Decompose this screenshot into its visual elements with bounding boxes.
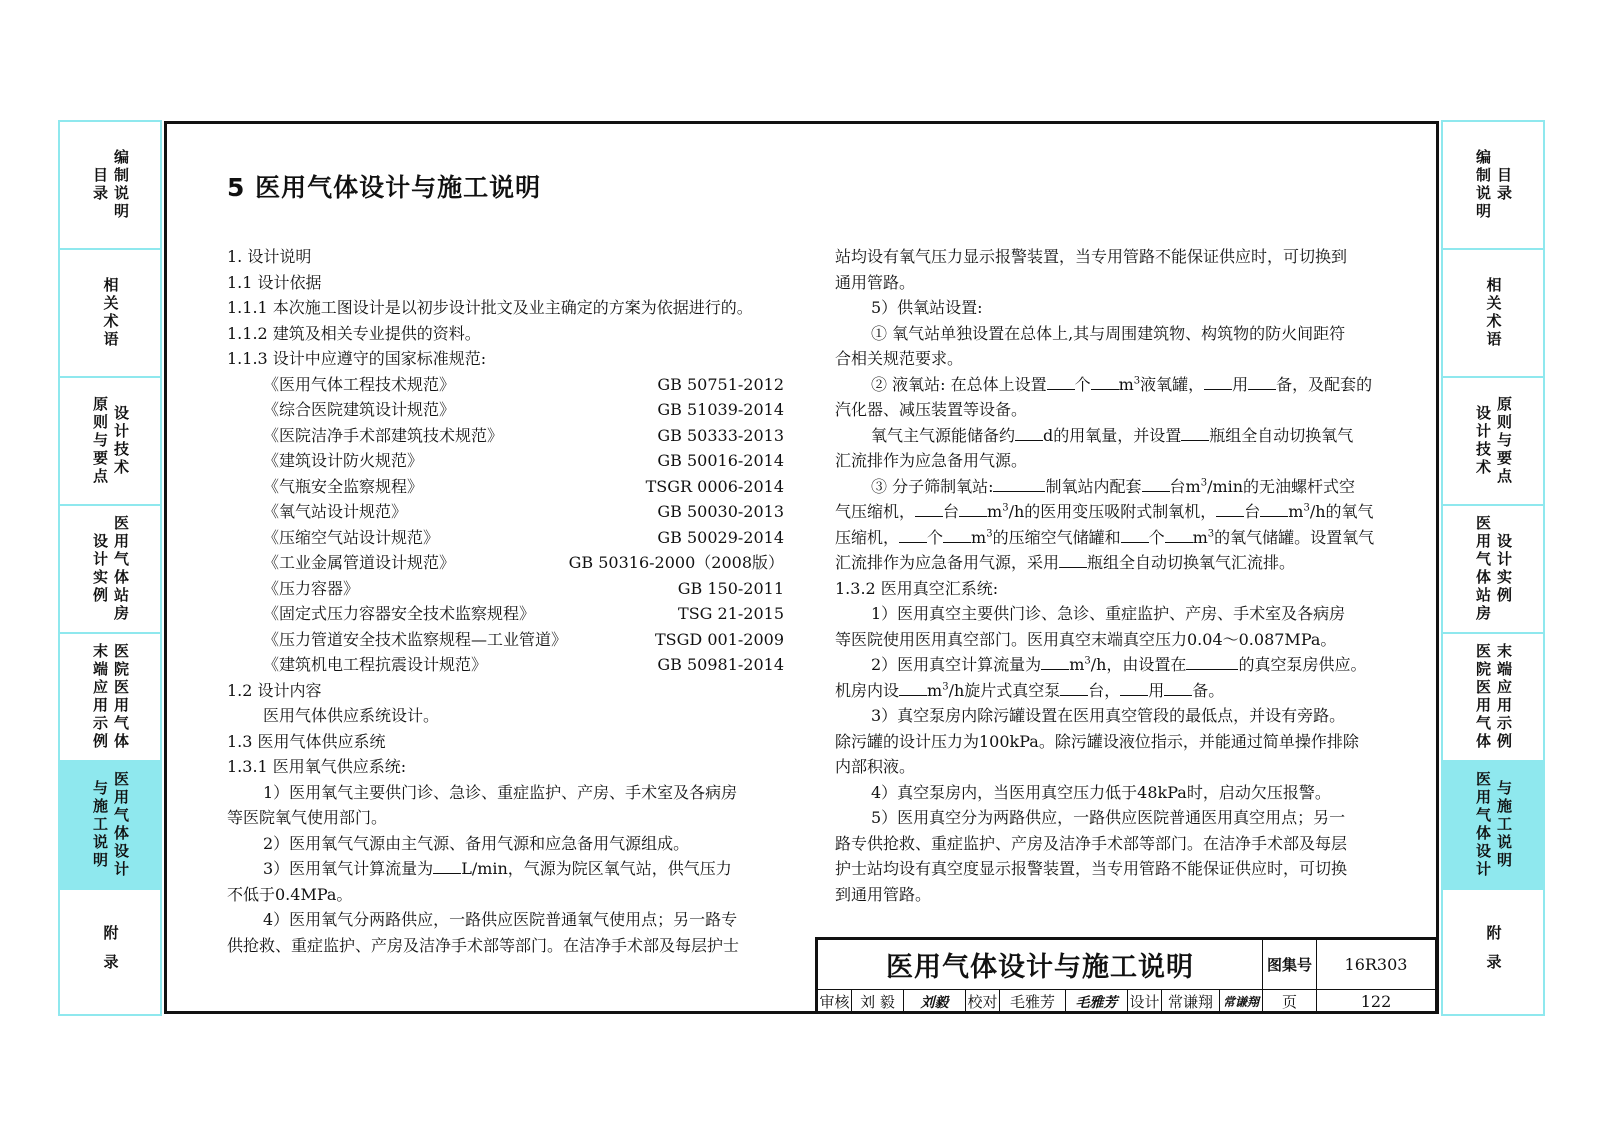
- tab-label: 医用气体设计: [1474, 771, 1492, 879]
- tab-label: 原则与要点: [1495, 396, 1513, 486]
- fill-blank: [959, 502, 987, 517]
- text-span: 气压缩机，: [835, 502, 916, 521]
- tab-label: 相关术语: [101, 277, 120, 349]
- fill-blank: [433, 859, 461, 874]
- text-span: 的氧气储罐。设置氧气: [1214, 527, 1375, 547]
- text-line: 2）医用氧气气源由主气源、备用气源和应急备用气源组成。: [263, 833, 690, 853]
- text-span: 汇流排作为应急备用气源，采用: [835, 553, 1060, 572]
- text-line: 除污罐的设计压力为100kPa。除污罐设液位指示，并能通过简单操作排除: [835, 731, 1359, 751]
- standard-name: 《气瓶安全监察规程》: [263, 476, 424, 496]
- standard-name: 《氧气站设计规范》: [263, 502, 408, 521]
- text-span: 台: [1244, 502, 1261, 521]
- heading: 1. 设计说明: [227, 247, 312, 266]
- text-line: [835, 550, 1390, 576]
- fill-blank: [1260, 502, 1288, 517]
- standard-name: 《固定式压力容器安全技术监察规程》: [263, 604, 536, 623]
- standard-name: 《建筑机电工程抗震设计规范》: [263, 655, 488, 674]
- checker-signature: 毛雅芳: [1066, 990, 1128, 1014]
- title-block: [815, 937, 1436, 1014]
- text-line: 站均设有氧气压力显示报警装置，当专用管路不能保证供应时，可切换到: [835, 247, 1348, 266]
- text-line: 等医院使用医用真空部门。医用真空末端真空压力0.04～0.087MPa。: [835, 629, 1337, 649]
- text-span: 个: [927, 527, 944, 547]
- text-span: /h旋片式真空泵: [948, 680, 1061, 700]
- text-line: 路专供抢救、重症监护、产房及洁净手术部等部门。在洁净手术部及每层: [835, 833, 1348, 853]
- tab-terminal-examples[interactable]: [1443, 634, 1543, 762]
- standard-name: 《医院洁净手术部建筑技术规范》: [263, 425, 504, 445]
- tab-label: 原则与要点: [91, 396, 109, 486]
- text-line: 通用管路。: [835, 272, 916, 292]
- tab-design-principles[interactable]: [1443, 378, 1543, 506]
- tab-design-construction[interactable]: [1443, 762, 1543, 890]
- standard-row: [227, 576, 792, 602]
- tab-label: 医院医用气体: [1474, 643, 1492, 751]
- text-line: 1.1.2 建筑及相关专业提供的资料。: [227, 323, 481, 343]
- standard-name: 《压力管道安全技术监察规程—工业管道》: [263, 629, 568, 649]
- text-span: 用: [1148, 680, 1165, 700]
- text-line: [227, 856, 792, 882]
- fill-blank: [1059, 553, 1087, 568]
- standard-row: [227, 525, 792, 551]
- standard-code: TSGD 001-2009: [655, 629, 784, 649]
- text-span: m: [987, 502, 1003, 521]
- check-label: 校对: [966, 990, 1000, 1014]
- fill-blank: [993, 477, 1045, 492]
- text-span: 3）医用氧气计算流量为: [263, 859, 434, 878]
- text-line: 医用气体供应系统设计。: [263, 706, 440, 725]
- tab-label: 末端应用示例: [91, 643, 109, 751]
- text-span: d的用氧量，并设置: [1043, 425, 1182, 445]
- text-span: m: [1118, 374, 1134, 394]
- standard-code: GB 50016-2014: [657, 451, 784, 470]
- tab-label: 医用气体站房: [112, 515, 130, 623]
- text-line: 不低于0.4MPa。: [227, 884, 353, 904]
- superscript: 3: [1303, 502, 1310, 514]
- tab-label: 编制说明: [112, 149, 130, 221]
- text-span: 台，: [1088, 680, 1121, 700]
- text-span: 备，及配套的: [1276, 374, 1373, 394]
- text-line: 3）真空泵房内除污罐设置在医用真空管段的最低点，并设有旁路。: [871, 706, 1346, 725]
- fill-blank: [1164, 681, 1192, 696]
- text-span: ② 液氧站: 在总体上设置: [871, 374, 1047, 394]
- tab-appendix[interactable]: [1443, 890, 1543, 1018]
- standard-row: [227, 448, 792, 474]
- text-span: 个: [1074, 374, 1091, 394]
- tab-label: 设计实例: [91, 533, 109, 605]
- heading: 1.2 设计内容: [227, 680, 322, 700]
- text-span: 的真空泵房供应。: [1238, 655, 1367, 674]
- checker-name: 毛雅芳: [1000, 990, 1066, 1014]
- tab-label: 与施工说明: [1495, 780, 1513, 870]
- text-span: 瓶组全自动切换氧气汇流排。: [1087, 553, 1296, 572]
- text-line: 5）医用真空分为两路供应，一路供应医院普通医用真空用点；另一: [871, 808, 1346, 827]
- text-line: 1.1.3 设计中应遵守的国家标准规范:: [227, 349, 487, 368]
- tab-preparation-notes[interactable]: [1443, 122, 1543, 250]
- standard-name: 《工业金属管道设计规范》: [263, 553, 456, 572]
- superscript: 3: [1084, 655, 1091, 667]
- tab-label: 附录: [101, 925, 120, 983]
- standard-code: GB 50981-2014: [657, 655, 784, 674]
- superscript: 3: [986, 528, 993, 540]
- text-span: 台: [943, 502, 960, 521]
- superscript: 3: [1207, 528, 1215, 540]
- tab-preparation-notes[interactable]: [60, 122, 160, 250]
- tab-label: 医用气体设计: [112, 771, 130, 879]
- fill-blank: [1248, 375, 1276, 390]
- standard-code: GB 50316-2000（2008版）: [568, 553, 784, 572]
- tab-label: 末端应用示例: [1495, 643, 1513, 751]
- text-line: [835, 678, 1390, 704]
- text-span: 机房内设: [835, 680, 900, 700]
- page-label: 页: [1263, 990, 1317, 1014]
- standard-name: 《建筑设计防火规范》: [263, 451, 424, 470]
- tab-label: 编制说明: [1474, 149, 1492, 221]
- text-line: ① 氧气站单独设置在总体上,其与周围建筑物、构筑物的防火间距符: [871, 323, 1346, 343]
- text-span: ③ 分子筛制氧站:: [871, 476, 994, 496]
- superscript: 3: [942, 681, 949, 693]
- review-label: 审核: [818, 990, 852, 1014]
- text-line: 合相关规范要求。: [835, 349, 964, 368]
- tab-terminal-examples[interactable]: [60, 634, 160, 762]
- standard-code: TSGR 0006-2014: [645, 476, 784, 496]
- text-span: 压缩机，: [835, 527, 900, 547]
- fill-blank: [1091, 375, 1119, 390]
- fill-blank: [899, 681, 927, 696]
- tab-label: 目录: [1495, 167, 1513, 203]
- text-line: 汽化器、减压装置等设备。: [835, 400, 1028, 419]
- text-span: 瓶组全自动切换氧气: [1209, 425, 1354, 445]
- page-number: 122: [1317, 990, 1436, 1014]
- standard-name: 《综合医院建筑设计规范》: [263, 400, 456, 419]
- text-span: m: [1192, 527, 1208, 547]
- fill-blank: [1047, 375, 1075, 390]
- text-span: 制氧站内配套: [1045, 476, 1142, 496]
- text-span: m: [927, 680, 943, 700]
- standard-code: GB 51039-2014: [657, 400, 784, 419]
- standard-code: TSG 21-2015: [678, 604, 784, 623]
- tab-gas-station-examples[interactable]: [60, 506, 160, 634]
- text-line: 1.3.1 医用氧气供应系统:: [227, 757, 407, 776]
- tab-label: 目录: [91, 167, 109, 203]
- text-line: [835, 423, 1390, 449]
- fill-blank: [899, 528, 927, 543]
- atlas-number: 16R303: [1317, 940, 1436, 990]
- text-line: 到通用管路。: [835, 884, 932, 904]
- fill-blank: [1165, 528, 1193, 543]
- text-line: 等医院氧气使用部门。: [227, 808, 388, 827]
- reviewer-signature: 刘毅: [904, 990, 966, 1014]
- text-span: m: [971, 527, 987, 547]
- tab-gas-station-examples[interactable]: [1443, 506, 1543, 634]
- standard-row: [227, 652, 792, 678]
- text-line: 4）医用氧气分两路供应，一路供应医院普通氧气使用点；另一路专: [263, 910, 738, 929]
- standard-row: [227, 601, 792, 627]
- text-line: [835, 652, 1390, 678]
- standard-code: GB 50030-2013: [657, 502, 784, 521]
- text-line: 护士站均设有真空度显示报警装置，当专用管路不能保证供应时，可切换: [835, 859, 1348, 878]
- fill-blank: [915, 502, 943, 517]
- design-label: 设计: [1128, 990, 1162, 1014]
- designer-name: 常谦翔: [1162, 990, 1220, 1014]
- right-text-column: [835, 244, 1390, 907]
- text-span: 2）医用真空计算流量为: [871, 655, 1042, 674]
- fill-blank: [1060, 681, 1088, 696]
- text-line: [835, 474, 1390, 500]
- tab-appendix[interactable]: [60, 890, 160, 1018]
- standard-name: 《压力容器》: [263, 578, 360, 598]
- text-span: 个: [1148, 527, 1165, 547]
- tab-label: 与施工说明: [91, 780, 109, 870]
- standard-code: GB 50029-2014: [657, 527, 784, 547]
- superscript: 3: [1002, 502, 1009, 514]
- text-span: /min的无油螺杆式空: [1207, 476, 1356, 496]
- tab-label: 设计实例: [1495, 533, 1513, 605]
- text-line: 供抢救、重症监护、产房及洁净手术部等部门。在洁净手术部及每层护士: [227, 935, 740, 955]
- left-text-column: [227, 244, 792, 958]
- text-span: /h的医用变压吸附式制氧机，: [1008, 502, 1217, 521]
- atlas-label: 图集号: [1263, 940, 1317, 990]
- text-line: [835, 372, 1390, 398]
- standard-code: GB 50333-2013: [657, 425, 784, 445]
- text-span: 氧气主气源能储备约: [871, 425, 1016, 445]
- fill-blank: [1142, 477, 1170, 492]
- tab-label: 相关术语: [1484, 277, 1503, 349]
- tab-design-principles[interactable]: [60, 378, 160, 506]
- heading: 1.1 设计依据: [227, 272, 322, 292]
- text-line: [835, 525, 1390, 551]
- text-span: 备。: [1192, 680, 1225, 700]
- standard-row: [227, 627, 792, 653]
- standard-code: GB 150-2011: [677, 578, 784, 598]
- drawing-title: 医用气体设计与施工说明: [818, 940, 1263, 990]
- fill-blank: [1121, 528, 1149, 543]
- fill-blank: [1216, 502, 1244, 517]
- standard-row: [227, 397, 792, 423]
- standard-row: [227, 550, 792, 576]
- standard-row: [227, 372, 792, 398]
- right-section-tabs: [1441, 120, 1545, 1016]
- fill-blank: [1041, 655, 1069, 670]
- tab-label: 设计技术: [1474, 405, 1492, 477]
- standard-code: GB 50751-2012: [657, 374, 784, 394]
- text-span: 液氧罐，: [1140, 374, 1205, 394]
- heading: 1.3.2 医用真空汇系统:: [835, 578, 999, 598]
- standard-row: [227, 423, 792, 449]
- text-line: 汇流排作为应急备用气源。: [835, 451, 1028, 470]
- page-title: 5 医用气体设计与施工说明: [227, 173, 542, 202]
- standard-row: [227, 499, 792, 525]
- text-span: 的压缩空气储罐和: [992, 527, 1121, 547]
- drawing-frame: [164, 121, 1439, 1014]
- tab-label: 医院医用气体: [112, 643, 130, 751]
- superscript: 3: [1133, 375, 1141, 387]
- text-line: 4）真空泵房内，当医用真空压力低于48kPa时，启动欠压报警。: [871, 782, 1331, 802]
- text-line: 1）医用氧气主要供门诊、急诊、重症监护、产房、手术室及各病房: [263, 782, 738, 802]
- fill-blank: [1204, 375, 1232, 390]
- fill-blank: [1186, 655, 1238, 670]
- text-span: 用: [1232, 374, 1249, 394]
- text-span: L/min，气源为院区氧气站，供气压力: [461, 859, 732, 878]
- fill-blank: [1015, 426, 1043, 441]
- text-line: 1.1.1 本次施工图设计是以初步设计批文及业主确定的方案为依据进行的。: [227, 298, 753, 317]
- heading: 1.3 医用气体供应系统: [227, 731, 386, 751]
- tab-label: 附录: [1484, 925, 1503, 983]
- reviewer-name: 刘 毅: [852, 990, 904, 1014]
- tab-label: 设计技术: [112, 405, 130, 477]
- text-span: m: [1288, 502, 1304, 521]
- text-span: m: [1069, 655, 1085, 674]
- standard-name: 《医用气体工程技术规范》: [263, 374, 456, 394]
- text-span: /h的氧气: [1309, 502, 1374, 521]
- superscript: 3: [1200, 477, 1208, 489]
- designer-signature: 常谦翔: [1220, 990, 1263, 1014]
- text-line: [835, 499, 1390, 525]
- tab-label: 医用气体站房: [1474, 515, 1492, 623]
- standards-list: [227, 372, 792, 678]
- fill-blank: [943, 528, 971, 543]
- text-line: 内部积液。: [835, 757, 916, 776]
- tab-design-construction[interactable]: [60, 762, 160, 890]
- left-section-tabs: [58, 120, 162, 1016]
- fill-blank: [1120, 681, 1148, 696]
- tab-terms[interactable]: [1443, 250, 1543, 378]
- standard-name: 《压缩空气站设计规范》: [263, 527, 440, 547]
- text-line: 1）医用真空主要供门诊、急诊、重症监护、产房、手术室及各病房: [871, 604, 1346, 623]
- text-span: /h，由设置在: [1090, 655, 1187, 674]
- tab-terms[interactable]: [60, 250, 160, 378]
- standard-row: [227, 474, 792, 500]
- text-line: 5）供氧站设置:: [871, 298, 983, 317]
- fill-blank: [1181, 426, 1209, 441]
- text-span: 台m: [1169, 476, 1201, 496]
